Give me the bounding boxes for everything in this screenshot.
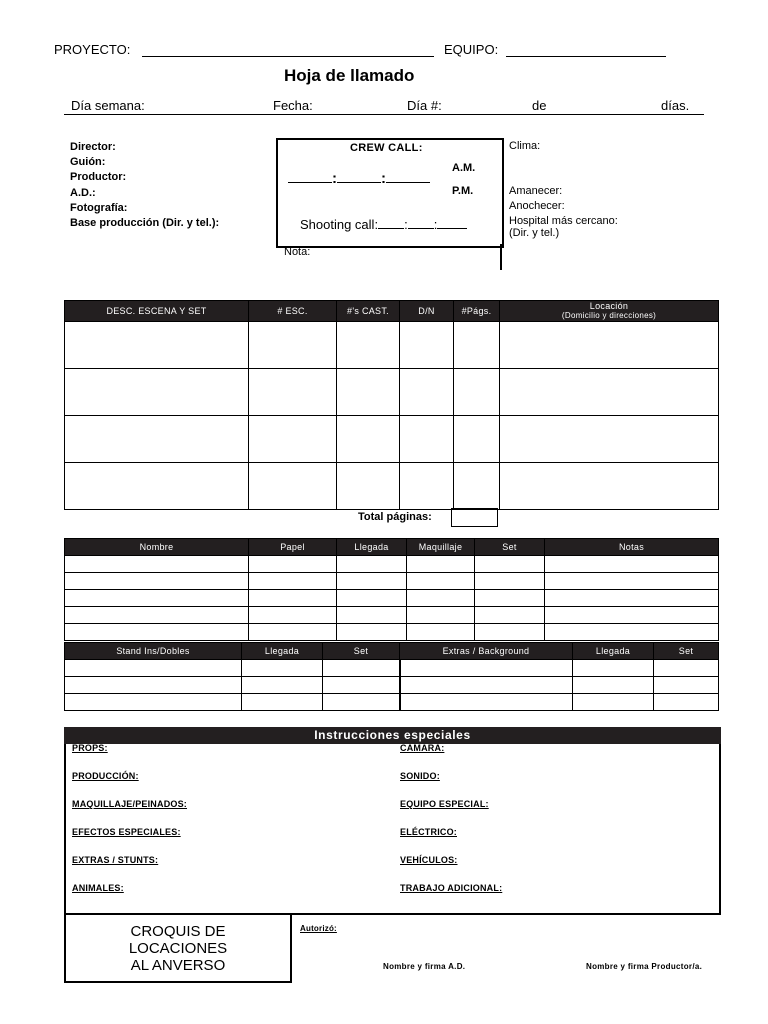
nota-box-edge xyxy=(500,244,502,270)
proyecto-label: PROYECTO: xyxy=(54,42,131,57)
scene-cell[interactable] xyxy=(249,463,337,510)
scene-header-esc: # ESC. xyxy=(249,301,337,322)
nota-label: Nota: xyxy=(284,246,311,258)
time-separator: : xyxy=(332,170,337,187)
cast-cell[interactable] xyxy=(407,590,475,607)
table-row xyxy=(65,624,719,641)
table-row xyxy=(65,556,719,573)
cast-header-notas: Notas xyxy=(545,539,719,556)
scenes-table xyxy=(64,300,719,510)
cast-cell[interactable] xyxy=(249,573,337,590)
cast-cell[interactable] xyxy=(545,573,719,590)
electrico-label: ELÉCTRICO: xyxy=(400,827,457,837)
scene-cell[interactable] xyxy=(337,369,400,416)
trabajo-adicional-label: TRABAJO ADICIONAL: xyxy=(400,883,503,893)
scene-cell[interactable] xyxy=(65,463,249,510)
cast-header-set: Set xyxy=(475,539,545,556)
dias-label: días. xyxy=(661,98,690,113)
dia-semana-label: Día semana: xyxy=(71,98,145,113)
croquis-line-1: CROQUIS DE xyxy=(130,923,226,940)
cast-cell[interactable] xyxy=(249,556,337,573)
table-row xyxy=(65,694,719,711)
standins-header-llegada: Llegada xyxy=(242,643,323,660)
time-separator: : xyxy=(404,217,408,232)
camara-label: CAMARA: xyxy=(400,743,445,753)
table-row xyxy=(65,416,719,463)
clima-label: Clima: xyxy=(509,140,541,152)
locacion-label: Locación xyxy=(589,301,629,311)
proyecto-field[interactable] xyxy=(142,56,434,57)
standin-cell[interactable] xyxy=(573,694,654,711)
scene-cell[interactable] xyxy=(500,322,719,369)
scene-cell[interactable] xyxy=(400,463,454,510)
total-paginas-field[interactable] xyxy=(451,508,498,527)
crew-labels xyxy=(70,140,219,231)
cast-cell[interactable] xyxy=(337,607,407,624)
standin-cell[interactable] xyxy=(65,694,242,711)
standin-cell[interactable] xyxy=(65,677,242,694)
ad-label: A.D.: xyxy=(70,186,96,199)
cast-cell[interactable] xyxy=(249,607,337,624)
extras-header-llegada: Llegada xyxy=(573,643,654,660)
standin-cell[interactable] xyxy=(323,660,400,677)
table-row xyxy=(65,573,719,590)
standin-cell[interactable] xyxy=(242,677,323,694)
croquis-line-3: AL ANVERSO xyxy=(130,957,226,974)
cast-header-papel: Papel xyxy=(249,539,337,556)
scene-cell[interactable] xyxy=(400,322,454,369)
equipo-especial-label: EQUIPO ESPECIAL: xyxy=(400,799,489,809)
scene-cell[interactable] xyxy=(65,322,249,369)
scene-header-locacion xyxy=(500,301,719,322)
animales-label: ANIMALES: xyxy=(72,883,124,893)
table-row xyxy=(65,590,719,607)
page-title: Hoja de llamado xyxy=(284,66,415,85)
cast-cell[interactable] xyxy=(407,624,475,641)
standin-cell[interactable] xyxy=(573,660,654,677)
cast-cell[interactable] xyxy=(475,590,545,607)
special-instructions-title: Instrucciones especiales xyxy=(64,727,721,744)
cast-cell[interactable] xyxy=(475,556,545,573)
cast-cell[interactable] xyxy=(337,556,407,573)
scene-cell[interactable] xyxy=(500,369,719,416)
standin-cell[interactable] xyxy=(573,677,654,694)
cast-cell[interactable] xyxy=(337,624,407,641)
standin-cell[interactable] xyxy=(654,660,719,677)
cast-cell[interactable] xyxy=(65,573,249,590)
crew-call-time[interactable] xyxy=(288,170,430,187)
extras-header-name: Extras / Background xyxy=(400,643,573,660)
table-row xyxy=(65,322,719,369)
cast-cell[interactable] xyxy=(545,590,719,607)
cast-cell[interactable] xyxy=(337,573,407,590)
standin-cell[interactable] xyxy=(654,694,719,711)
total-paginas-label: Total páginas: xyxy=(358,511,432,523)
scene-header-cast: #'s CAST. xyxy=(337,301,400,322)
table-row xyxy=(65,677,719,694)
extras-stunts-label: EXTRAS / STUNTS: xyxy=(72,855,159,865)
scene-cell[interactable] xyxy=(337,463,400,510)
hospital-sub-label: (Dir. y tel.) xyxy=(509,227,560,239)
scene-cell[interactable] xyxy=(65,369,249,416)
standin-cell[interactable] xyxy=(323,677,400,694)
pm-label: P.M. xyxy=(452,185,474,197)
cast-cell[interactable] xyxy=(407,556,475,573)
cast-header-nombre: Nombre xyxy=(65,539,249,556)
vehiculos-label: VEHÍCULOS: xyxy=(400,855,458,865)
cast-cell[interactable] xyxy=(249,624,337,641)
scene-cell[interactable] xyxy=(500,416,719,463)
table-row xyxy=(65,463,719,510)
cast-header-maquillaje: Maquillaje xyxy=(407,539,475,556)
equipo-field[interactable] xyxy=(506,56,666,57)
de-label: de xyxy=(532,98,547,113)
cast-cell[interactable] xyxy=(545,624,719,641)
scene-cell[interactable] xyxy=(249,322,337,369)
table-row xyxy=(65,607,719,624)
croquis-box xyxy=(64,913,292,983)
scene-cell[interactable] xyxy=(337,322,400,369)
standin-cell[interactable] xyxy=(654,677,719,694)
locacion-sub-label: (Domicilio y direcciones) xyxy=(561,311,657,320)
cast-cell[interactable] xyxy=(475,607,545,624)
cast-cell[interactable] xyxy=(65,590,249,607)
cast-cell[interactable] xyxy=(337,590,407,607)
firma-productor-label: Nombre y firma Productor/a. xyxy=(586,962,703,971)
standin-cell[interactable] xyxy=(242,660,323,677)
cast-header-llegada: Llegada xyxy=(337,539,407,556)
cast-cell[interactable] xyxy=(475,573,545,590)
base-produccion-label: Base producción (Dir. y tel.): xyxy=(70,217,220,230)
scene-cell[interactable] xyxy=(249,416,337,463)
standins-header-set: Set xyxy=(323,643,400,660)
standin-cell[interactable] xyxy=(400,694,573,711)
standin-cell[interactable] xyxy=(323,694,400,711)
hospital-label: Hospital más cercano: xyxy=(509,215,618,227)
table-row xyxy=(65,369,719,416)
table-row xyxy=(65,660,719,677)
scene-cell[interactable] xyxy=(454,416,500,463)
anochecer-label: Anochecer: xyxy=(509,200,565,212)
efectos-label: EFECTOS ESPECIALES: xyxy=(72,827,181,837)
scene-cell[interactable] xyxy=(454,322,500,369)
director-label: Director: xyxy=(70,141,116,153)
productor-label: Productor: xyxy=(70,171,127,184)
cast-cell[interactable] xyxy=(407,573,475,590)
cast-cell[interactable] xyxy=(249,590,337,607)
date-underline xyxy=(64,114,704,115)
cast-cell[interactable] xyxy=(407,607,475,624)
shooting-call[interactable] xyxy=(300,216,467,232)
scene-cell[interactable] xyxy=(249,369,337,416)
scene-cell[interactable] xyxy=(400,416,454,463)
produccion-label: PRODUCCIÓN: xyxy=(72,771,139,781)
cast-cell[interactable] xyxy=(65,607,249,624)
time-separator: : xyxy=(433,217,438,232)
special-instructions-box xyxy=(64,727,721,915)
equipo-label: EQUIPO: xyxy=(444,42,499,57)
standins-table xyxy=(64,642,719,711)
scene-header-pags: #Págs. xyxy=(454,301,500,322)
cast-cell[interactable] xyxy=(475,624,545,641)
shooting-call-label: Shooting call: xyxy=(300,217,379,232)
fotografia-label: Fotografía: xyxy=(70,201,128,214)
standin-cell[interactable] xyxy=(400,660,573,677)
standin-cell[interactable] xyxy=(242,694,323,711)
autorizo-label: Autorizó: xyxy=(300,924,337,933)
standin-cell[interactable] xyxy=(65,660,242,677)
am-label: A.M. xyxy=(452,162,476,174)
standin-cell[interactable] xyxy=(400,677,573,694)
croquis-line-2: LOCACIONES xyxy=(128,940,228,957)
crew-call-box xyxy=(276,138,504,248)
scene-header-desc: DESC. ESCENA Y SET xyxy=(65,301,249,322)
sonido-label: SONIDO: xyxy=(400,771,440,781)
scene-cell[interactable] xyxy=(337,416,400,463)
cast-cell[interactable] xyxy=(545,607,719,624)
cast-cell[interactable] xyxy=(65,624,249,641)
dia-num-label: Día #: xyxy=(407,98,442,113)
maquillaje-label: MAQUILLAJE/PEINADOS: xyxy=(72,799,188,809)
firma-ad-label: Nombre y firma A.D. xyxy=(383,962,466,971)
scene-cell[interactable] xyxy=(454,369,500,416)
special-left-col xyxy=(72,743,187,911)
special-right-col xyxy=(400,743,502,911)
amanecer-label: Amanecer: xyxy=(509,185,563,197)
extras-header-set: Set xyxy=(654,643,719,660)
scene-cell[interactable] xyxy=(400,369,454,416)
scene-cell[interactable] xyxy=(500,463,719,510)
fecha-label: Fecha: xyxy=(273,98,313,113)
cast-table xyxy=(64,538,719,641)
crew-call-label: CREW CALL: xyxy=(350,142,423,154)
standins-header-name: Stand Ins/Dobles xyxy=(65,643,242,660)
scene-cell[interactable] xyxy=(65,416,249,463)
cast-cell[interactable] xyxy=(65,556,249,573)
scene-cell[interactable] xyxy=(454,463,500,510)
time-separator: : xyxy=(381,170,386,187)
guion-label: Guión: xyxy=(70,156,106,169)
scene-header-dn: D/N xyxy=(400,301,454,322)
props-label: PROPS: xyxy=(72,743,108,753)
cast-cell[interactable] xyxy=(545,556,719,573)
